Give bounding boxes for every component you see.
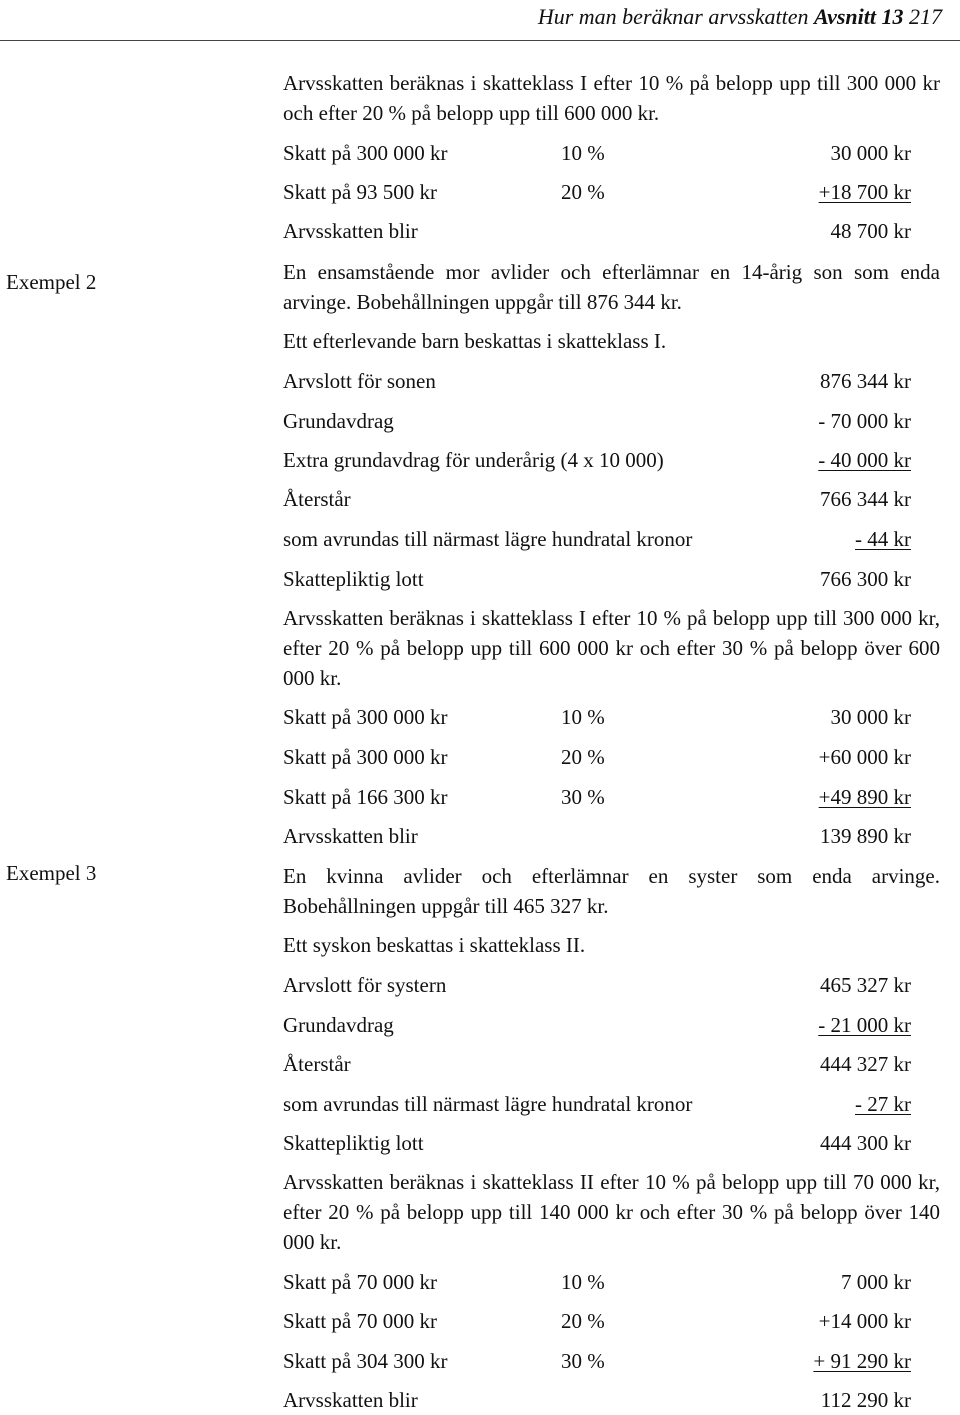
example-3-label: Exempel 3 [6,861,97,885]
section-label: Avsnitt 13 [814,4,904,29]
page-header [538,4,942,30]
example-3-description: En kvinna avlider och efterlämnar en syster som enda arvinge. Bobehållningen uppgår till 465 327 kr. [283,864,940,918]
intro-paragraph: Arvsskatten beräknas i skatteklass I efter 10 % på belopp upp till 300 000 kr och efter 20 % på belopp upp till 600 000 kr. [283,71,940,125]
page-number: 217 [909,4,942,29]
example-3-tax-class: Ett syskon beskattas i skatteklass II. [283,933,586,957]
example-3-tax-rule: Arvsskatten beräknas i skatteklass II efter 10 % på belopp upp till 70 000 kr, efter 20 % på belopp upp till 140 000 kr och efter 30 % på belopp över 140 000 kr. [283,1170,940,1254]
example-2-label: Exempel 2 [6,270,97,294]
example-2-tax-rule: Arvsskatten beräknas i skatteklass I efter 10 % på belopp upp till 300 000 kr, efter 20 % på belopp upp till 600 000 kr och efter 30 % på belopp över 600 000 kr. [283,606,940,690]
example-2-description: En ensamstående mor avlider och efterlämnar en 14-årig son som enda arvinge. Bobehållningen uppgår till 876 344 kr. [283,260,940,314]
chapter-title: Hur man beräknar arvsskatten [537,4,809,29]
header-rule [0,40,960,41]
example-2-tax-class: Ett efterlevande barn beskattas i skatteklass I. [283,329,667,353]
